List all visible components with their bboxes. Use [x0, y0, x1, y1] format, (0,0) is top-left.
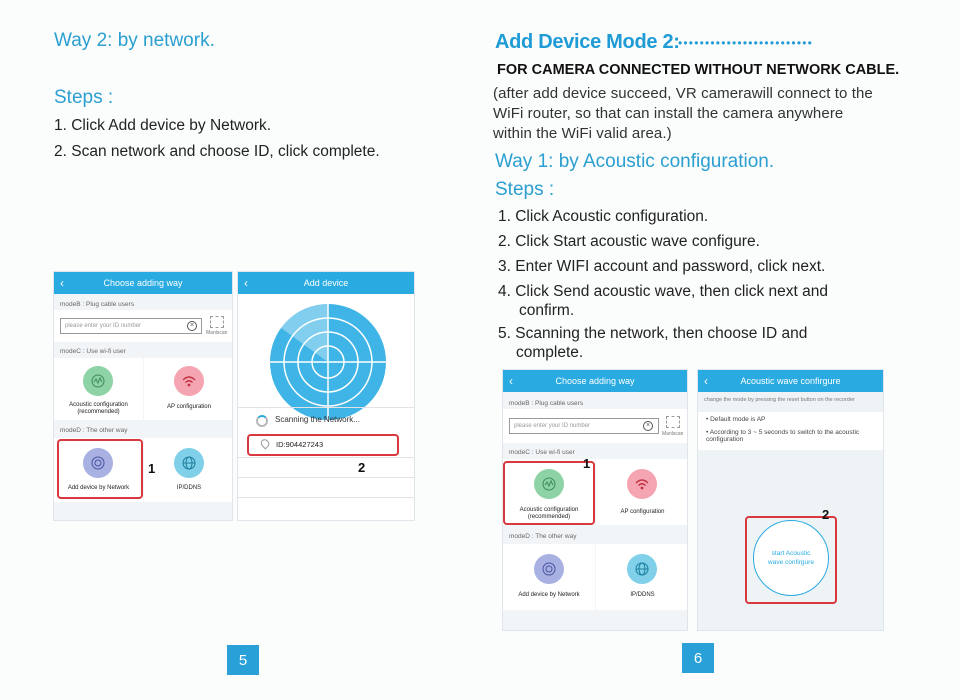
right-step-4-cont: confirm.: [519, 302, 575, 319]
left-step-2: 2. Scan network and choose ID, click complete.: [54, 143, 380, 160]
back-chevron-icon[interactable]: ‹: [60, 276, 64, 290]
modeD-label: modeD : The other way: [60, 427, 128, 434]
acoustic-label-1: Acoustic configuration: [69, 402, 128, 408]
wifi-icon: [627, 469, 657, 499]
device-id-item[interactable]: ID:904427243: [276, 440, 324, 449]
id-number-input[interactable]: please enter your ID number: [509, 418, 659, 434]
scanning-text: Scanning the Network...: [275, 415, 360, 424]
acoustic-label-2: (recommended): [527, 514, 571, 520]
screen-acoustic-wave: [697, 369, 884, 631]
modeB-label: modeB : Plug cable users: [509, 400, 584, 407]
right-step-4: 4. Click Send acoustic wave, then click next and: [498, 283, 828, 300]
ap-label: AP configuration: [167, 404, 211, 410]
ap-config-cell[interactable]: [144, 358, 233, 420]
bullet-1: • Default mode is AP: [706, 416, 766, 423]
heading-dots: •••••••••••••••••••••••••: [678, 36, 814, 50]
add-by-network-cell[interactable]: [503, 544, 595, 610]
back-chevron-icon[interactable]: ‹: [704, 374, 708, 388]
start-acoustic-button[interactable]: [753, 520, 829, 596]
acoustic-label-2: (recommended): [77, 409, 120, 415]
screen-header: [54, 272, 232, 294]
right-heading: Add Device Mode 2:: [495, 31, 680, 53]
globe-icon: [627, 554, 657, 584]
page-number-6: 6: [682, 643, 714, 673]
divider: [238, 497, 415, 498]
radar-icon: [266, 300, 390, 424]
modeB-label: modeB : Plug cable users: [60, 301, 135, 308]
screen-title: Choose adding way: [555, 376, 635, 386]
screen-header: [698, 370, 883, 392]
right-step-2: 2. Click Start acoustic wave configure.: [498, 233, 760, 250]
right-step-5-cont: complete.: [516, 344, 584, 361]
ipddns-label: IP/DDNS: [630, 592, 655, 598]
modeC-label: modeC : Use wi-fi user: [509, 449, 575, 456]
screen-choose-adding-way-left: [53, 271, 233, 521]
screen-choose-adding-way-right: [502, 369, 688, 631]
note-line-3: within the WiFi valid area.): [493, 125, 672, 142]
screen-title: Choose adding way: [103, 278, 183, 288]
network-icon: [534, 554, 564, 584]
start-label-1: start Acoustic: [771, 550, 811, 557]
marker-2: 2: [822, 507, 830, 522]
marker-2: 2: [358, 460, 366, 475]
highlight-box-device-id: [247, 434, 399, 456]
clear-icon[interactable]: ×: [643, 421, 653, 431]
left-steps-title: Steps :: [54, 87, 114, 108]
screen-title: Add device: [303, 278, 349, 288]
wifi-icon: [174, 366, 204, 396]
right-subheading: FOR CAMERA CONNECTED WITHOUT NETWORK CABLE.: [497, 62, 900, 78]
back-chevron-icon[interactable]: ‹: [244, 276, 248, 290]
back-chevron-icon[interactable]: ‹: [509, 374, 513, 388]
bullet-2-text: According to 3 ~ 5 seconds to switch to the acoustic configuration: [706, 429, 860, 443]
right-step-3: 3. Enter WIFI account and password, click next.: [498, 258, 826, 275]
scan-label: Manlscan: [662, 431, 684, 437]
divider: [238, 477, 415, 478]
way1-heading: Way 1: by Acoustic configuration.: [495, 151, 775, 172]
acoustic-config-cell[interactable]: [54, 358, 143, 420]
marker-1: 1: [583, 456, 591, 471]
mode-hint: change the mode by pressing the reset button on the recorder: [704, 397, 855, 403]
network-label: Add device by Network: [67, 485, 130, 491]
marker-1: 1: [148, 461, 156, 476]
screen-title: Acoustic wave confirgure: [740, 376, 841, 386]
divider: [238, 457, 415, 458]
modeD-label: modeD : The other way: [509, 533, 577, 540]
right-steps-title: Steps :: [495, 179, 555, 200]
left-step-1: 1. Click Add device by Network.: [54, 117, 272, 134]
page-number-5: 5: [227, 645, 259, 675]
network-label: Add device by Network: [518, 592, 580, 598]
acoustic-label-1: Acoustic configuration: [519, 507, 579, 513]
modeC-label: modeC : Use wi-fi user: [60, 348, 126, 355]
screen-header: [503, 370, 687, 392]
scan-label: Manlscan: [206, 330, 228, 336]
globe-icon: [174, 448, 204, 478]
clear-icon[interactable]: ×: [187, 321, 197, 331]
screen-header: [238, 272, 414, 294]
ap-config-cell[interactable]: [596, 459, 688, 525]
scan-icon[interactable]: [210, 316, 224, 328]
ip-ddns-cell[interactable]: [596, 544, 688, 610]
screen-add-device: [237, 271, 415, 521]
highlight-box-network: [57, 439, 143, 499]
bullet-2: • According to 3 ~ 5 seconds to switch to the acoustic configuration: [706, 429, 860, 443]
note-line-1: (after add device succeed, VR camerawill connect to the: [493, 85, 873, 102]
highlight-box-acoustic: [503, 461, 595, 525]
right-step-5: 5. Scanning the network, then choose ID and: [498, 325, 808, 342]
spinner-icon: [256, 415, 268, 427]
ipddns-label: IP/DDNS: [176, 485, 202, 491]
id-number-input[interactable]: please enter your ID number: [60, 318, 202, 334]
bullet-1-text: Default mode is AP: [710, 416, 766, 423]
ap-label: AP configuration: [620, 509, 665, 515]
left-heading: Way 2: by network.: [54, 30, 215, 51]
waveform-icon: [83, 366, 113, 396]
ip-ddns-cell[interactable]: [144, 438, 233, 502]
scan-icon[interactable]: [666, 416, 680, 428]
right-step-1: 1. Click Acoustic configuration.: [498, 208, 709, 225]
note-line-2: WiFi router, so that can install the camera anywhere: [493, 105, 844, 122]
divider: [238, 407, 415, 408]
start-label-2: wave confirgure: [768, 559, 814, 566]
